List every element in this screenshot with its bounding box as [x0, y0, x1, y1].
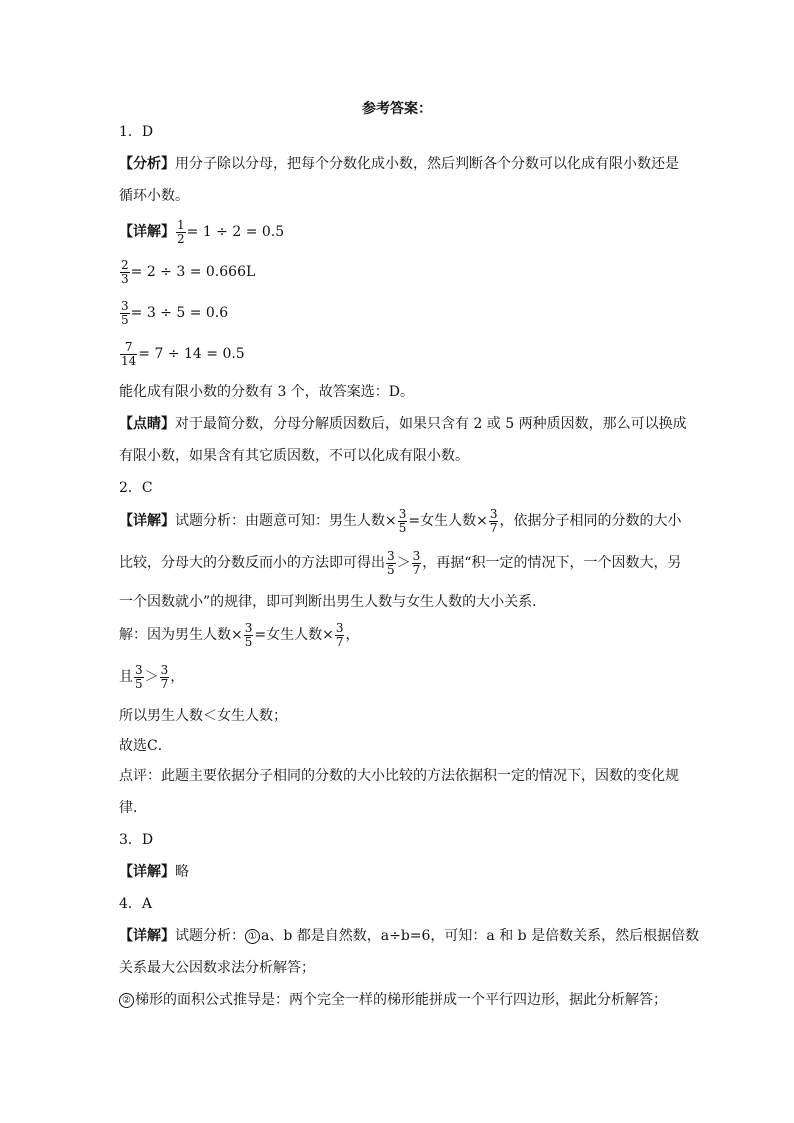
fraction: $\frac{3}{7}$ — [489, 506, 498, 535]
page-title: 参考答案： — [362, 101, 432, 117]
fraction: $\frac{1}{2}$ — [177, 217, 185, 246]
q2-solution-line-3: 所以男生人数＜女生人数； — [119, 708, 287, 724]
q1-eq-4: $\frac{7}{14}$ = 7 ÷ 14 = 0.5 — [121, 339, 245, 368]
q1-eq-2: $\frac{2}{3}$ = 2 ÷ 3 = 0.666L — [121, 257, 256, 286]
detail-tag: 【详解】 — [119, 513, 175, 529]
q1-analysis-line: 【分析】用分子除以分母，把每个分数化成小数，然后判断各个分数可以化成有限小数还是 — [119, 156, 679, 172]
fraction: $\frac{3}{5}$ — [398, 506, 407, 535]
q4-detail-line-3: ② 梯形的面积公式推导是：两个完全一样的梯形能拼成一个平行四边形，据此分析解答； — [119, 990, 667, 1010]
fraction: $\frac{2}{3}$ — [121, 257, 129, 286]
fraction: $\frac{3}{7}$ — [335, 620, 344, 649]
detail-tag: 【详解】 — [119, 864, 175, 880]
q2-review-line-2: 律． — [119, 800, 147, 816]
q4-detail-line-1: 【详解】试题分析： ① a、b 都是自然数，a÷b=6，可知：a 和 b 是倍数关系，然后根据倍数 — [119, 928, 700, 944]
fraction: $\frac{3}{5}$ — [387, 548, 395, 577]
q2-detail-line-3: 一个因数就小”的规律，即可判断出男生人数与女生人数的大小关系． — [119, 594, 547, 610]
q2-detail-line-2: 比较，分母大的分数反而小的方法即可得出 $\frac{3}{5}$ ＞ $\frac{3}{7}$ ，再据“积一定的情况下，一个因数大，另 — [119, 548, 682, 577]
q1-analysis-line-2: 循环小数。 — [119, 188, 189, 204]
q2-solution-line-1: 解：因为男生人数× $\frac{3}{5}$ =女生人数× $\frac{3}{7}$ ， — [119, 620, 360, 649]
q4-detail-line-2: 关系最大公因数求法分析解答； — [119, 960, 315, 976]
fraction: $\frac{3}{5}$ — [244, 620, 253, 649]
circled-number-2: ② — [119, 993, 134, 1008]
fraction: $\frac{7}{14}$ — [121, 339, 137, 368]
q1-eq-3: $\frac{3}{5}$ = 3 ÷ 5 = 0.6 — [121, 298, 229, 327]
q1-answer: 1．D — [119, 124, 154, 140]
fraction: $\frac{3}{7}$ — [412, 548, 421, 577]
q2-solution-line-4: 故选C． — [119, 738, 172, 754]
q3-answer: 3．D — [119, 832, 154, 848]
detail-tag: 【详解】 — [119, 928, 175, 944]
q1-conclusion: 能化成有限小数的分数有 3 个，故答案选：D。 — [119, 384, 415, 400]
circled-number-1: ① — [245, 929, 260, 944]
q2-review-line-1: 点评：此题主要依据分子相同的分数的大小比较的方法依据积一定的情况下，因数的变化规 — [119, 768, 679, 784]
q2-answer: 2．C — [119, 480, 153, 496]
fraction: $\frac{3}{5}$ — [135, 662, 143, 691]
comment-tag: 【点睛】 — [119, 416, 175, 432]
q1-comment-line-2: 有限小数，如果含有其它质因数，不可以化成有限小数。 — [119, 448, 469, 464]
fraction: $\frac{3}{5}$ — [121, 298, 129, 327]
q2-detail-line-1: 【详解】试题分析：由题意可知：男生人数× $\frac{3}{5}$ =女生人数× $\frac{3}{7}$ ，依据分子相同的分数的大小 — [119, 506, 682, 535]
analysis-tag: 【分析】 — [119, 156, 175, 172]
fraction: $\frac{3}{7}$ — [160, 662, 169, 691]
q4-answer: 4．A — [119, 896, 153, 912]
q3-detail-line: 【详解】略 — [119, 864, 189, 880]
q1-eq-1: 【详解】 $\frac{1}{2}$ = 1 ÷ 2 = 0.5 — [119, 217, 285, 246]
detail-tag: 【详解】 — [119, 224, 175, 240]
q1-comment-line: 【点睛】对于最简分数，分母分解质因数后，如果只含有 2 或 5 两种质因数，那么可以换成 — [119, 416, 687, 432]
q2-solution-line-2: 且 $\frac{3}{5}$ ＞ $\frac{3}{7}$ ， — [119, 662, 185, 691]
